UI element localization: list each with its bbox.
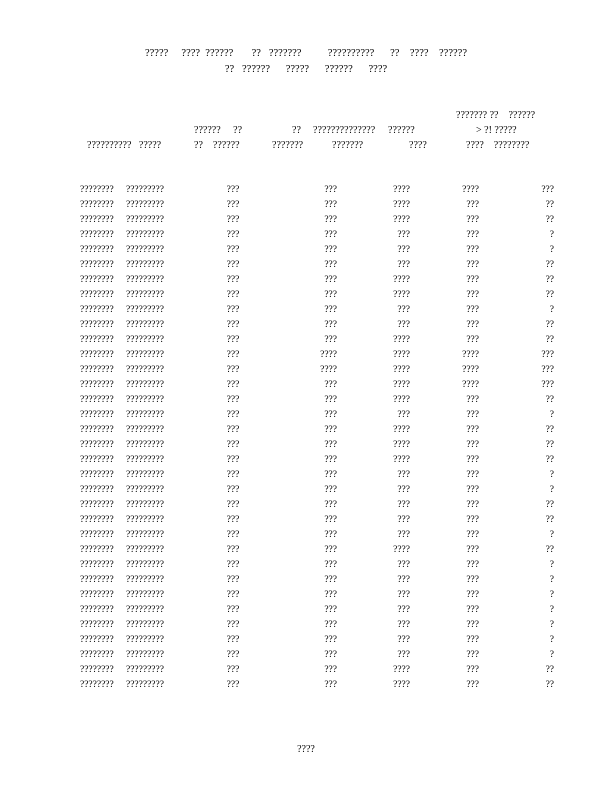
table-cell-col-3: ??? [226,350,240,360]
table-cell-col-7: ? [549,230,554,240]
table-cell-col-3: ??? [226,200,240,210]
table-cell-col-2: ????????? [126,455,164,465]
table-row [80,468,554,483]
table-cell-col-5: ??? [397,635,410,645]
table-cell-col-5: ???? [393,200,410,210]
table-cell-col-6: ??? [466,605,479,615]
table-cell-col-5: ??? [397,305,410,315]
table-cell-col-3: ??? [226,680,240,690]
table-cell-col-3: ??? [226,290,240,300]
table-cell-col-2: ????????? [126,380,164,390]
table-cell-col-1: ???????? [80,200,114,210]
table-cell-col-6: ??? [466,260,479,270]
table-cell-col-3: ??? [226,605,240,615]
table-cell-col-1: ???????? [80,410,114,420]
table-cell-col-3: ??? [226,560,240,570]
table-cell-col-1: ???????? [80,185,114,195]
table-cell-col-6: ??? [466,500,479,510]
table-cell-col-1: ???????? [80,590,114,600]
column-header-6-line-1: ??????? ?? ?????? [456,110,536,121]
table-row [80,198,554,213]
table-cell-col-6: ??? [466,245,479,255]
column-header-4-line-1: ?????????????? [313,125,376,136]
table-cell-col-2: ????????? [126,320,164,330]
table-cell-col-5: ???? [393,380,410,390]
table-cell-col-1: ???????? [80,305,114,315]
data-table-body [80,183,554,693]
table-cell-col-4: ??? [324,410,337,420]
table-cell-col-7: ?? [545,665,554,675]
table-cell-col-7: ?? [545,455,554,465]
table-cell-col-4: ??? [324,440,337,450]
column-header-5-line-1: ?????? [388,125,415,136]
table-cell-col-3: ??? [226,335,240,345]
table-cell-col-7: ?? [545,260,554,270]
table-cell-col-1: ???????? [80,620,114,630]
table-cell-col-7: ? [549,485,554,495]
table-cell-col-6: ??? [466,470,479,480]
table-cell-col-1: ???????? [80,245,114,255]
table-row [80,678,554,693]
table-cell-col-3: ??? [226,245,240,255]
table-cell-col-1: ???????? [80,365,114,375]
table-row [80,513,554,528]
table-cell-col-3: ??? [226,425,240,435]
table-cell-col-1: ???????? [80,665,114,675]
table-cell-col-5: ???? [393,680,410,690]
table-cell-col-5: ???? [393,350,410,360]
table-cell-col-5: ???? [393,395,410,405]
table-row [80,378,554,393]
table-cell-col-3: ??? [226,440,240,450]
table-cell-col-2: ????????? [126,185,164,195]
table-cell-col-6: ??? [466,545,479,555]
table-cell-col-7: ?? [545,440,554,450]
table-row [80,588,554,603]
table-cell-col-2: ????????? [126,260,164,270]
table-cell-col-3: ??? [226,500,240,510]
table-cell-col-7: ? [549,620,554,630]
table-cell-col-4: ??? [324,575,337,585]
table-cell-col-7: ? [549,605,554,615]
table-cell-col-1: ???????? [80,500,114,510]
table-cell-col-3: ??? [226,395,240,405]
table-cell-col-4: ??? [324,425,337,435]
table-row [80,573,554,588]
table-cell-col-3: ??? [226,665,240,675]
table-cell-col-5: ??? [397,500,410,510]
table-cell-col-2: ????????? [126,620,164,630]
table-cell-col-4: ??? [324,185,337,195]
table-row [80,318,554,333]
table-cell-col-7: ??? [541,185,554,195]
table-cell-col-6: ??? [466,440,479,450]
table-cell-col-4: ??? [324,455,337,465]
table-cell-col-2: ????????? [126,410,164,420]
table-cell-col-4: ??? [324,335,337,345]
table-cell-col-7: ?? [545,515,554,525]
table-cell-col-4: ??? [324,305,337,315]
table-cell-col-4: ??? [324,485,337,495]
table-cell-col-4: ??? [324,650,337,660]
table-cell-col-7: ?? [545,425,554,435]
table-cell-col-2: ????????? [126,530,164,540]
table-cell-col-1: ???????? [80,215,114,225]
column-header-5-line-2: ???? [409,140,427,151]
table-cell-col-4: ??? [324,230,337,240]
table-cell-col-3: ??? [226,590,240,600]
table-cell-col-1: ???????? [80,470,114,480]
table-row [80,363,554,378]
table-cell-col-7: ? [549,410,554,420]
table-cell-col-3: ??? [226,650,240,660]
table-cell-col-4: ??? [324,500,337,510]
table-cell-col-6: ??? [466,530,479,540]
table-cell-col-5: ??? [397,620,410,630]
table-cell-col-4: ??? [324,530,337,540]
table-cell-col-3: ??? [226,635,240,645]
table-cell-col-7: ? [549,530,554,540]
table-cell-col-6: ??? [466,395,479,405]
table-cell-col-5: ??? [397,650,410,660]
table-cell-col-5: ??? [397,515,410,525]
table-row [80,543,554,558]
table-cell-col-4: ??? [324,665,337,675]
table-cell-col-1: ???????? [80,530,114,540]
table-cell-col-3: ??? [226,320,240,330]
table-cell-col-4: ??? [324,605,337,615]
table-cell-col-4: ??? [324,200,337,210]
table-row [80,528,554,543]
table-cell-col-6: ??? [466,575,479,585]
table-cell-col-6: ??? [466,635,479,645]
table-cell-col-1: ???????? [80,440,114,450]
table-cell-col-2: ????????? [126,395,164,405]
table-cell-col-6: ??? [466,665,479,675]
table-cell-col-1: ???????? [80,395,114,405]
table-row [80,453,554,468]
table-cell-col-1: ???????? [80,290,114,300]
column-header-3-line-1: ?? [292,125,301,136]
table-cell-col-5: ???? [393,545,410,555]
table-cell-col-3: ??? [226,380,240,390]
table-row [80,213,554,228]
table-cell-col-7: ?? [545,320,554,330]
table-cell-col-5: ??? [397,605,410,615]
table-row [80,438,554,453]
column-header-4-line-2: ??????? [332,140,364,151]
table-cell-col-1: ???????? [80,350,114,360]
table-cell-col-2: ????????? [126,200,164,210]
table-cell-col-6: ??? [466,305,479,315]
table-cell-col-2: ????????? [126,575,164,585]
table-cell-col-5: ??? [397,560,410,570]
table-cell-col-6: ??? [466,485,479,495]
table-cell-col-2: ????????? [126,290,164,300]
table-cell-col-2: ????????? [126,440,164,450]
table-cell-col-4: ??? [324,635,337,645]
table-cell-col-7: ?? [545,335,554,345]
table-cell-col-6: ??? [466,650,479,660]
table-cell-col-5: ??? [397,410,410,420]
table-cell-col-4: ??? [324,290,337,300]
table-cell-col-3: ??? [226,260,240,270]
table-cell-col-2: ????????? [126,350,164,360]
table-cell-col-2: ????????? [126,305,164,315]
table-row [80,243,554,258]
table-cell-col-4: ??? [324,395,337,405]
table-cell-col-5: ??? [397,320,410,330]
document-title-line-1: ????? ???? ?????? ?? ??????? ?????????? ?? ???? ?????? [144,48,467,59]
table-row [80,183,554,198]
table-cell-col-6: ??? [466,515,479,525]
page-number: ???? [297,744,315,755]
column-header-3-line-2: ??????? [272,140,304,151]
table-cell-col-3: ??? [226,620,240,630]
table-cell-col-3: ??? [226,575,240,585]
column-header-6-line-3: ???? ???????? [466,140,530,151]
table-row [80,603,554,618]
table-cell-col-5: ??? [397,260,410,270]
table-row [80,648,554,663]
table-cell-col-6: ??? [466,335,479,345]
column-header-name: ?????????? ????? [87,140,162,151]
table-cell-col-2: ????????? [126,665,164,675]
table-cell-col-5: ???? [393,275,410,285]
table-cell-col-1: ???????? [80,485,114,495]
table-cell-col-7: ?? [545,395,554,405]
table-cell-col-3: ??? [226,410,240,420]
table-row [80,303,554,318]
table-cell-col-2: ????????? [126,215,164,225]
data-table [80,183,554,693]
table-cell-col-3: ??? [226,455,240,465]
table-cell-col-6: ??? [466,620,479,630]
table-cell-col-6: ??? [466,410,479,420]
table-cell-col-7: ??? [541,380,554,390]
table-row [80,618,554,633]
table-cell-col-5: ???? [393,185,410,195]
table-cell-col-4: ??? [324,620,337,630]
table-cell-col-7: ??? [541,350,554,360]
table-cell-col-5: ???? [393,440,410,450]
table-cell-col-5: ??? [397,470,410,480]
table-cell-col-1: ???????? [80,635,114,645]
table-cell-col-6: ??? [466,320,479,330]
column-header-2-line-2: ?? ?????? [194,140,240,151]
table-cell-col-5: ???? [393,455,410,465]
table-cell-col-6: ??? [466,275,479,285]
table-cell-col-5: ??? [397,245,410,255]
table-cell-col-2: ????????? [126,230,164,240]
table-cell-col-5: ???? [393,365,410,375]
table-cell-col-2: ????????? [126,515,164,525]
table-cell-col-5: ???? [393,215,410,225]
table-row [80,498,554,513]
table-cell-col-4: ??? [324,545,337,555]
table-cell-col-2: ????????? [126,470,164,480]
table-cell-col-4: ???? [320,350,337,360]
table-cell-col-5: ??? [397,485,410,495]
table-cell-col-6: ??? [466,215,479,225]
table-cell-col-7: ?? [545,200,554,210]
table-row [80,558,554,573]
column-header-2-line-1: ?????? ?? [194,125,243,136]
table-cell-col-6: ??? [466,560,479,570]
table-row [80,288,554,303]
table-cell-col-3: ??? [226,485,240,495]
table-cell-col-3: ??? [226,470,240,480]
table-row [80,663,554,678]
table-cell-col-4: ??? [324,320,337,330]
table-cell-col-7: ?? [545,680,554,690]
table-cell-col-4: ??? [324,215,337,225]
table-cell-col-3: ??? [226,185,240,195]
table-cell-col-6: ???? [462,365,479,375]
table-cell-col-7: ?? [545,215,554,225]
table-cell-col-4: ???? [320,365,337,375]
table-cell-col-1: ???????? [80,680,114,690]
table-row [80,228,554,243]
table-cell-col-1: ???????? [80,380,114,390]
table-cell-col-7: ? [549,575,554,585]
document-title-line-2: ?? ?????? ????? ?????? ???? [224,64,388,75]
table-cell-col-7: ? [549,470,554,480]
table-cell-col-3: ??? [226,545,240,555]
table-cell-col-1: ???????? [80,455,114,465]
table-cell-col-6: ???? [462,185,479,195]
table-cell-col-1: ???????? [80,230,114,240]
table-cell-col-7: ? [549,635,554,645]
table-row [80,258,554,273]
table-row [80,273,554,288]
table-cell-col-2: ????????? [126,680,164,690]
table-cell-col-6: ??? [466,425,479,435]
table-cell-col-4: ??? [324,515,337,525]
table-cell-col-3: ??? [226,515,240,525]
table-cell-col-7: ? [549,590,554,600]
table-cell-col-3: ??? [226,305,240,315]
table-cell-col-5: ??? [397,530,410,540]
table-cell-col-1: ???????? [80,320,114,330]
table-cell-col-4: ??? [324,590,337,600]
table-cell-col-5: ???? [393,425,410,435]
table-cell-col-2: ????????? [126,560,164,570]
table-cell-col-7: ?? [545,500,554,510]
table-cell-col-2: ????????? [126,650,164,660]
table-cell-col-2: ????????? [126,545,164,555]
table-cell-col-7: ? [549,650,554,660]
table-row [80,633,554,648]
table-cell-col-4: ??? [324,680,337,690]
table-row [80,423,554,438]
table-cell-col-1: ???????? [80,545,114,555]
table-cell-col-6: ??? [466,200,479,210]
table-cell-col-1: ???????? [80,605,114,615]
table-cell-col-7: ?? [545,545,554,555]
table-cell-col-6: ??? [466,230,479,240]
table-cell-col-2: ????????? [126,335,164,345]
table-cell-col-3: ??? [226,230,240,240]
table-cell-col-1: ???????? [80,515,114,525]
table-row [80,408,554,423]
table-cell-col-6: ??? [466,680,479,690]
table-cell-col-2: ????????? [126,605,164,615]
table-cell-col-4: ??? [324,560,337,570]
table-cell-col-3: ??? [226,530,240,540]
table-cell-col-2: ????????? [126,485,164,495]
table-cell-col-7: ?? [545,290,554,300]
table-cell-col-3: ??? [226,215,240,225]
table-cell-col-7: ?? [545,275,554,285]
table-cell-col-1: ???????? [80,575,114,585]
table-cell-col-1: ???????? [80,275,114,285]
table-cell-col-5: ???? [393,290,410,300]
table-cell-col-7: ??? [541,365,554,375]
table-row [80,393,554,408]
column-header-6-line-2: > ?! ????? [476,125,517,136]
table-cell-col-3: ??? [226,365,240,375]
table-cell-col-5: ???? [393,335,410,345]
table-cell-col-7: ? [549,245,554,255]
table-row [80,348,554,363]
table-cell-col-5: ??? [397,230,410,240]
table-cell-col-5: ??? [397,575,410,585]
table-cell-col-4: ??? [324,470,337,480]
table-cell-col-6: ??? [466,290,479,300]
table-cell-col-3: ??? [226,275,240,285]
table-cell-col-6: ??? [466,455,479,465]
table-cell-col-1: ???????? [80,560,114,570]
table-cell-col-5: ???? [393,665,410,675]
table-cell-col-4: ??? [324,275,337,285]
table-cell-col-1: ???????? [80,650,114,660]
table-cell-col-2: ????????? [126,500,164,510]
table-cell-col-6: ???? [462,350,479,360]
table-cell-col-2: ????????? [126,635,164,645]
table-cell-col-4: ??? [324,245,337,255]
table-row [80,483,554,498]
table-cell-col-4: ??? [324,380,337,390]
table-cell-col-7: ? [549,560,554,570]
table-cell-col-4: ??? [324,260,337,270]
table-cell-col-2: ????????? [126,365,164,375]
table-cell-col-1: ???????? [80,260,114,270]
table-cell-col-5: ??? [397,590,410,600]
table-cell-col-7: ? [549,305,554,315]
table-cell-col-2: ????????? [126,590,164,600]
table-cell-col-2: ????????? [126,245,164,255]
table-cell-col-2: ????????? [126,275,164,285]
table-cell-col-6: ??? [466,590,479,600]
table-cell-col-1: ???????? [80,335,114,345]
table-cell-col-1: ???????? [80,425,114,435]
table-cell-col-2: ????????? [126,425,164,435]
table-cell-col-6: ???? [462,380,479,390]
table-row [80,333,554,348]
